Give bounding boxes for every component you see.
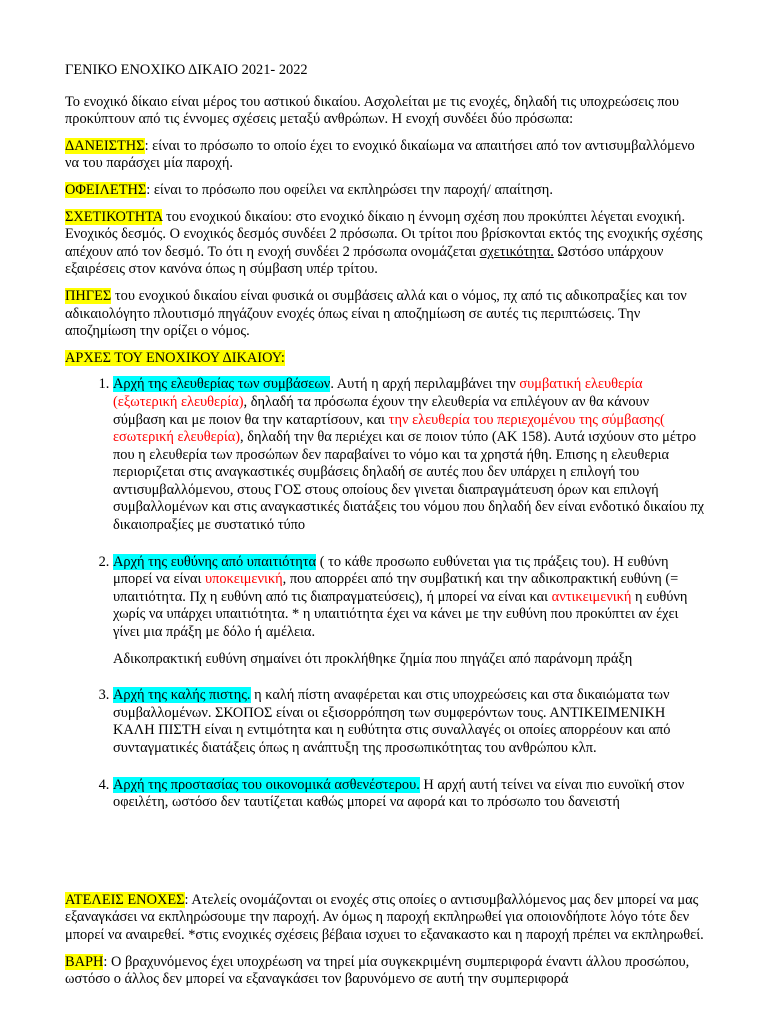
arxes-heading: [65, 350, 705, 368]
ateleis-term: ΑΤΕΛΕΙΣ ΕΝΟΧΕΣ: [65, 891, 185, 908]
principle-item-3: [113, 687, 705, 757]
vari-paragraph: [65, 954, 705, 989]
daneistis-paragraph: [65, 138, 705, 173]
daneistis-term: ΔΑΝΕΙΣΤΗΣ: [65, 137, 145, 154]
principles-list: [65, 376, 705, 641]
principle-1-t2: , δηλαδή τα πρόσωπα έχουν την ελευθερία να επιλέγουν αν θα κάνουν σύμβαση και με ποιον θα την καταρτίσουν, και: [113, 393, 650, 428]
ateleis-text: : Ατελείς ονομάζονται οι ενοχές στις οποίες ο αντισυμβαλλόμενος μας δεν μπορεί να μας εξαναγκάσει να εκπληρώσουμε την παροχή. Αν όμως η παροχή εκπληρωθεί για οποιονδήποτε λόγο τότε δεν μπορεί να αναιρεθεί. *στις ενοχικές σχέσεις βέβαια ισχυει το εξανακαστο και η παροχή πρέπει να εκπληρωθεί.: [65, 891, 704, 943]
piges-paragraph: [65, 288, 705, 341]
vari-text: : Ο βραχυνόμενος έχει υποχρέωση να τηρεί μία συγκεκριμένη συμπεριφορά έναντι άλλου προσώπου, ωστόσο ο άλλος δεν μπορεί να εξαναγκάσει τον βαρυνόμενο σε αυτή την συμπεριφορά: [65, 953, 690, 988]
sxetikotita-paragraph: [65, 209, 705, 279]
principle-3-t1: η καλή πίστη αναφέρεται και στις υποχρεώσεις και στα δικαιώματα των συμβαλλομένων. ΣΚΟΠΟΣ είναι οι εξισορρόπηση των συμφερόντων τους. ΑΝΤΙΚΕΙΜΕΝΙΚΗ ΚΑΛΗ ΠΙΣΤΗ είναι η εντιμότητα και η ευθύτητα στις συναλλαγές οι οποίες απορρέουν και από συνταγματικές διατάξεις όπως η ανάπτυξη της προσωπικότητας του ανθρώπου κλπ.: [113, 687, 671, 756]
document-body: [65, 62, 705, 998]
intro-paragraph: [65, 94, 705, 129]
vari-term: ΒΑΡΗ: [65, 953, 104, 970]
principle-4-head: Αρχή της προστασίας του οικονομικά ασθενέστερου.: [113, 776, 420, 793]
ateleis-paragraph: [65, 892, 705, 945]
principle-1-r2: την ελευθερία του περιεχομένου της σύμβασης( εσωτερική ελευθερία): [113, 411, 665, 446]
piges-term: ΠΗΓΕΣ: [65, 287, 112, 304]
ofeiletis-paragraph: [65, 182, 705, 200]
principle-item-4: [113, 777, 705, 812]
principle-item-2: [113, 554, 705, 642]
principle-1-head: Αρχή της ελευθερίας των συμβάσεων: [113, 376, 331, 393]
principle-1-r1: συμβατική ελευθερία (εξωτερική ελευθερία): [113, 376, 643, 410]
piges-text: του ενοχικού δικαίου είναι φυσικά οι συμβάσεις αλλά και ο νόμος, πχ από τις αδικοπραξίες και τον αδικαιολόγητο πλουτισμό πηγάζουν ενοχές όπως είναι η αποζημίωση σε αυτές τις περιπτώσεις. Την αποζημίωση την ορίζει ο νόμος.: [65, 287, 687, 340]
daneistis-text: : είναι το πρόσωπο το οποίο έχει το ενοχικό δικαίωμα να απαιτήσει από τον αντισυμβαλλόμενο να του παράσχει μία παροχή.: [65, 137, 695, 172]
principle-1-t1: . Αυτή η αρχή περιλαμβάνει την: [330, 376, 520, 393]
principle-2-head: Αρχή της ευθύνης από υπαιτιότητα: [113, 553, 317, 570]
principle-2-t2: , που απορρέει από την συμβατική και την αδικοπρακτική ευθύνη (= υπαιτιότητα. Πχ η ευθύνη από τις διαπραγματεύσεις), ή μπορεί να είναι και: [113, 571, 679, 605]
principle-1-t3: , δηλαδή την θα περιέχει και σε ποιον τύπο (ΑΚ 158). Αυτά ισχύουν στο μέτρο που η ελευθερία των προσώπων δεν παραβαίνει το νόμο και τα χρηστά ήθη. Επισης η ελευθερια περιοριζεται στις αναγκαστικές συμβάσεις δηλαδή σε αυτές που δεν υπάρχει η επιλογή του αντισυμβαλλόμενου, στους ΓΟΣ στους οποίους δεν γινεται διαπραγμάτευση όρων και επιλογή συμβαλλομένων και στις αναγκαστικές διατάξεις του νόμου που δηλαδή δεν είναι ενδοτικό δικαίου πχ δικαιοπραξίες με συστατικό τύπο: [113, 429, 705, 534]
principle-2-r2: αντικειμενική: [551, 588, 632, 605]
blank-space: [65, 831, 705, 892]
sxetikotita-underlined: σχετικότητα.: [479, 243, 554, 260]
sxetikotita-text: του ενοχικού δικαίου: στο ενοχικό δίκαιο η έννομη σχέση που προκύπτει λέγεται ενοχική. Ενοχικός δεσμός. Ο ενοχικός δεσμός συνδέει 2 πρόσωπα. Οι τρίτοι που βρίσκονται εκτός της ενοχικής σχέσης απέχουν από τον δεσμό. Το ότι η ενοχή συνδέει 2 πρόσωπα ονομάζεται: [65, 208, 703, 260]
principle-2-sub-text: Αδικοπρακτική ευθύνη σημαίνει ότι προκλήθηκε ζημία που πηγάζει από παράνομη πράξη: [113, 650, 633, 667]
principle-2-t1: ( το κάθε προσωπο ευθύνεται για τις πράξεις του). Η ευθύνη μπορεί να είναι: [113, 553, 669, 588]
ofeiletis-term: ΟΦΕΙΛΕΤΗΣ: [65, 181, 147, 198]
principle-2-t3: η ευθύνη χωρίς να υπάρχει υπαιτιότητα. * η υπαιτιότητα έχει να κάνει με την ευθύνη που προκύπτει αν έχει γίνει μια πράξη με δόλο ή αμέλεια.: [113, 588, 688, 641]
principle-4-t1: Η αρχή αυτή τείνει να είναι πιο ευνοϊκή στον οφειλέτη, ωστόσο δεν ταυτίζεται καθώς μπορεί να αφορά και το πρόσωπο του δανειστή: [113, 776, 685, 811]
principle-2-r1: υποκειμενική: [204, 571, 283, 588]
sxetikotita-term: ΣΧΕΤΙΚΟΤΗΤΑ: [65, 208, 163, 225]
document-title: [65, 62, 705, 80]
sxetikotita-text2: Ωστόσο υπάρχουν εξαιρέσεις στον κανόνα όπως η σύμβαση υπέρ τρίτου.: [65, 243, 664, 278]
principle-2-subparagraph: [113, 651, 705, 669]
principle-item-1: [113, 376, 705, 534]
principles-list-continued: [65, 687, 705, 812]
intro-text: Το ενοχικό δίκαιο είναι μέρος του αστικού δικαίου. Ασχολείται με τις ενοχές, δηλαδή τις υποχρεώσεις που προκύπτουν από τις έννομες σχέσεις μεταξύ ανθρώπων. Η ενοχή συνδέει δύο πρόσωπα:: [65, 93, 679, 128]
arxes-heading-text: ΑΡΧΕΣ ΤΟΥ ΕΝΟΧΙΚΟΥ ΔΙΚΑΙΟΥ:: [65, 349, 285, 366]
principle-3-head: Αρχή της καλής πιστης.: [113, 687, 251, 704]
ofeiletis-text: : είναι το πρόσωπο που οφείλει να εκπληρώσει την παροχή/ απαίτηση.: [146, 181, 553, 198]
title-text: ΓΕΝΙΚΟ ΕΝΟΧΙΚΟ ΔΙΚΑΙΟ 2021- 2022: [65, 62, 308, 78]
